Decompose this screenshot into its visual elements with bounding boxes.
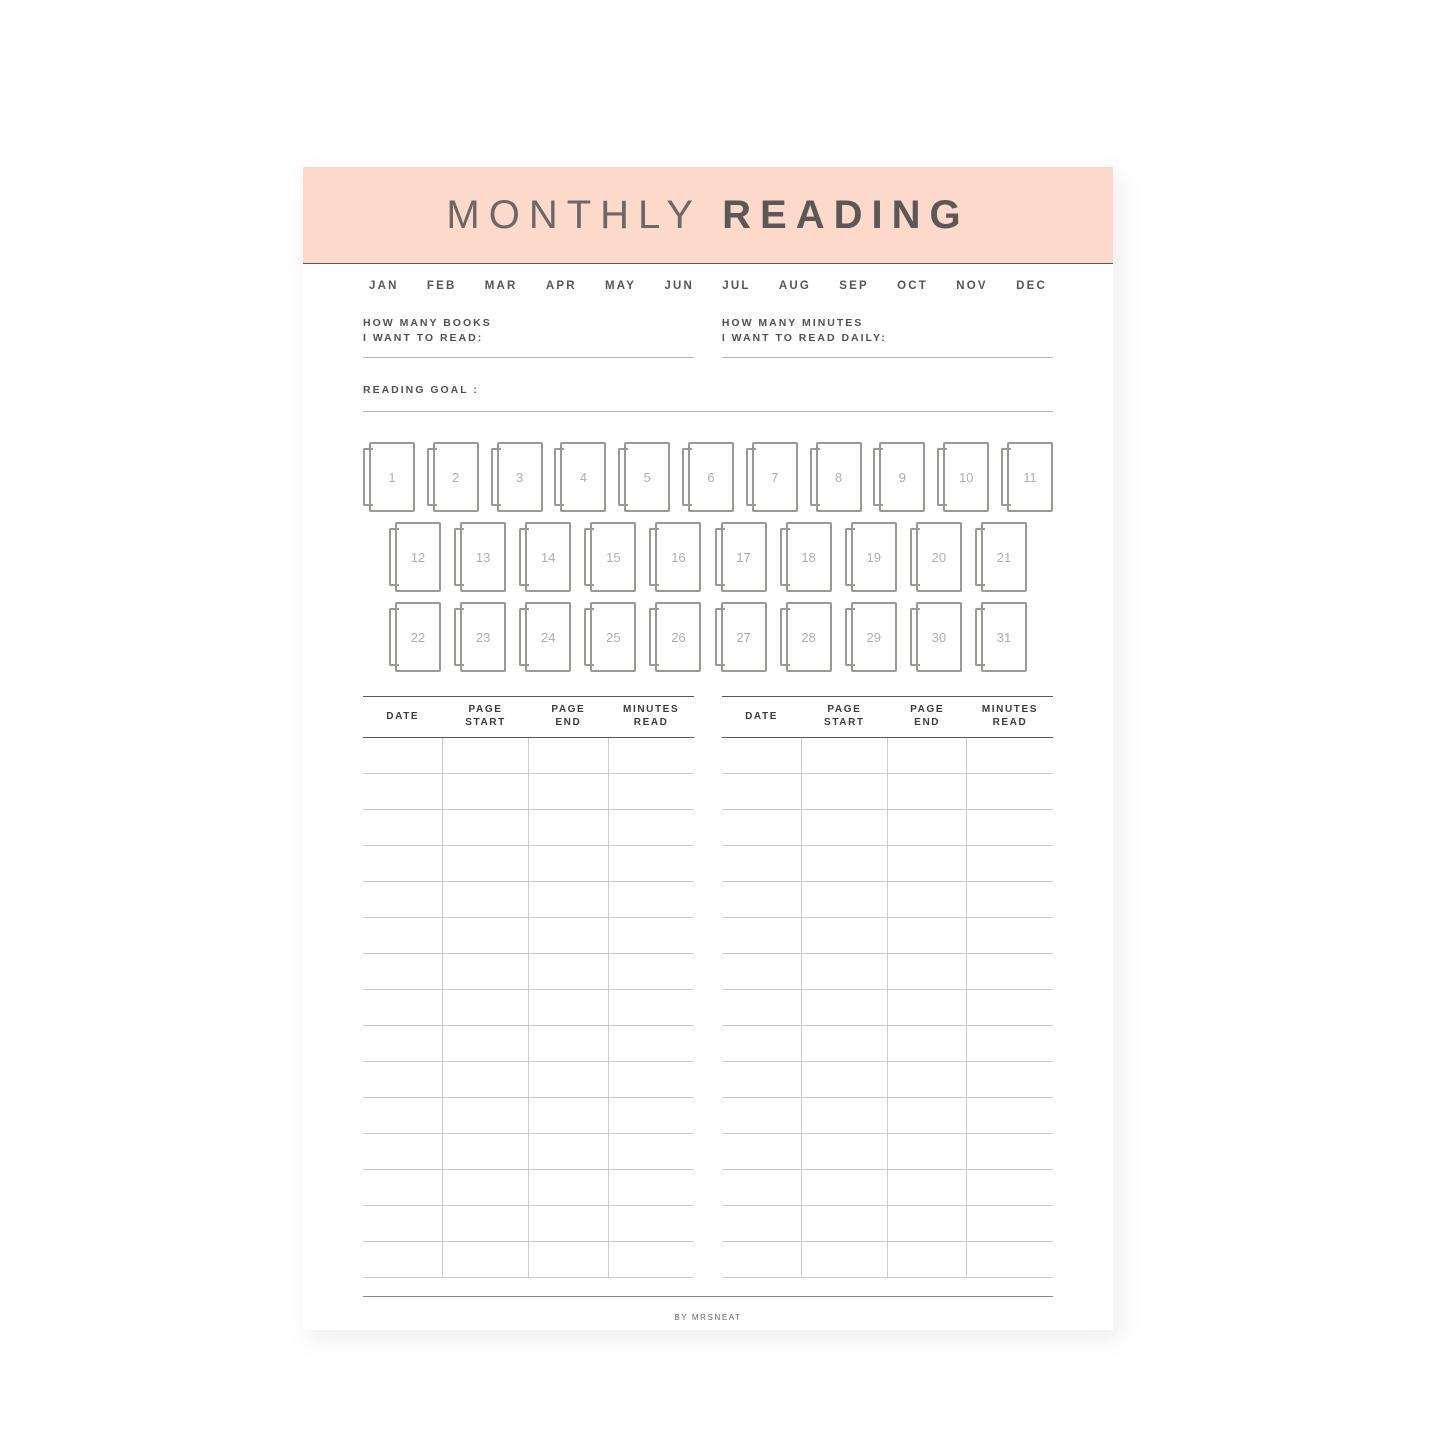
log-cell[interactable] [442, 990, 528, 1026]
log-cell[interactable] [887, 882, 966, 918]
book-slot-27[interactable] [715, 602, 767, 672]
book-number: 14 [540, 549, 556, 565]
month-feb[interactable]: FEB [426, 280, 457, 292]
log-cell[interactable] [801, 1242, 887, 1278]
log-cell[interactable] [722, 738, 801, 774]
title-word-reading: READING [722, 192, 970, 237]
table-row [363, 990, 694, 1026]
book-number: 11 [1023, 469, 1037, 485]
log-cell[interactable] [801, 882, 887, 918]
log-cell[interactable] [442, 882, 528, 918]
book-slot-16[interactable] [649, 522, 701, 592]
log-cell[interactable] [722, 1170, 801, 1206]
log-cell[interactable] [608, 1242, 694, 1278]
log-cell[interactable] [442, 1098, 528, 1134]
log-cell[interactable] [529, 1098, 608, 1134]
log-cell[interactable] [442, 738, 528, 774]
book-slot-30[interactable] [910, 602, 962, 672]
table-row [722, 1098, 1053, 1134]
month-oct[interactable]: OCT [897, 280, 928, 292]
table-row [363, 1206, 694, 1242]
book-number: 12 [410, 549, 426, 565]
header-text: PAGE [551, 704, 586, 715]
log-cell[interactable] [967, 918, 1053, 954]
log-cell[interactable] [529, 1242, 608, 1278]
book-number: 24 [540, 629, 556, 645]
log-cell[interactable] [801, 918, 887, 954]
column-header-date [722, 697, 801, 738]
log-cell[interactable] [363, 738, 442, 774]
table-row [722, 990, 1053, 1026]
month-dec[interactable]: DEC [1016, 280, 1047, 292]
book-slot-25[interactable] [584, 602, 636, 672]
table-row [363, 954, 694, 990]
table-row [363, 810, 694, 846]
log-cell[interactable] [887, 1062, 966, 1098]
log-cell[interactable] [442, 810, 528, 846]
table-row [363, 1170, 694, 1206]
log-cell[interactable] [529, 1134, 608, 1170]
books-goal-label [363, 316, 694, 346]
log-cell[interactable] [722, 1026, 801, 1062]
footer [363, 1296, 1053, 1325]
log-cell[interactable] [887, 954, 966, 990]
log-cell[interactable] [442, 1134, 528, 1170]
log-cell[interactable] [442, 1242, 528, 1278]
books-goal-block [363, 316, 694, 358]
book-slot-14[interactable] [519, 522, 571, 592]
log-cell[interactable] [608, 774, 694, 810]
reading-goal-input[interactable] [363, 403, 1053, 412]
table-row [722, 1062, 1053, 1098]
book-number: 30 [931, 629, 947, 645]
log-cell[interactable] [801, 810, 887, 846]
log-cell[interactable] [722, 1206, 801, 1242]
log-cell[interactable] [529, 954, 608, 990]
book-slot-6[interactable] [682, 442, 734, 512]
page-title [446, 193, 969, 238]
log-cell[interactable] [887, 1134, 966, 1170]
month-nov[interactable]: NOV [956, 280, 988, 292]
header-text: DATE [386, 710, 420, 722]
month-may[interactable]: MAY [604, 280, 637, 292]
table-row [722, 846, 1053, 882]
book-slot-23[interactable] [454, 602, 506, 672]
log-cell[interactable] [608, 810, 694, 846]
goal-inputs-row [363, 316, 1053, 358]
column-header-page-start [801, 697, 887, 738]
table-row [363, 1062, 694, 1098]
book-number: 8 [834, 469, 843, 485]
table-row [722, 1242, 1053, 1278]
book-slot-2[interactable] [427, 442, 479, 512]
log-cell[interactable] [608, 1026, 694, 1062]
log-cell[interactable] [608, 846, 694, 882]
column-header-date [363, 697, 442, 738]
log-cell[interactable] [529, 1026, 608, 1062]
header-text: PAGE [910, 704, 945, 715]
header-text: MINUTES [623, 704, 680, 715]
log-cell[interactable] [801, 1098, 887, 1134]
book-number: 22 [410, 629, 426, 645]
log-cell[interactable] [529, 846, 608, 882]
book-slot-24[interactable] [519, 602, 571, 672]
log-cell[interactable] [887, 1026, 966, 1062]
log-cell[interactable] [967, 1062, 1053, 1098]
header-text-2: START [824, 717, 865, 728]
header-text: PAGE [468, 704, 503, 715]
table-row [363, 1098, 694, 1134]
month-sep[interactable]: SEP [839, 280, 869, 292]
minutes-goal-label [722, 316, 1053, 346]
book-number: 17 [736, 549, 751, 565]
table-row [722, 918, 1053, 954]
book-number: 3 [515, 469, 524, 485]
table-row [363, 1026, 694, 1062]
book-number: 28 [801, 629, 816, 645]
book-slot-4[interactable] [554, 442, 606, 512]
header-text-2: READ [992, 717, 1028, 728]
log-cell[interactable] [801, 1170, 887, 1206]
book-number: 15 [606, 549, 621, 565]
month-jan[interactable]: JAN [369, 280, 399, 292]
log-cell[interactable] [442, 846, 528, 882]
month-jul[interactable]: JUL [722, 280, 751, 292]
header-text: DATE [745, 710, 778, 722]
log-cell[interactable] [801, 954, 887, 990]
log-cell[interactable] [722, 1242, 801, 1278]
log-cell[interactable] [967, 1242, 1053, 1278]
table-row [722, 810, 1053, 846]
log-cell[interactable] [442, 918, 528, 954]
book-number: 13 [475, 549, 491, 565]
log-cell[interactable] [608, 990, 694, 1026]
column-header-page-end [529, 697, 608, 738]
book-slot-13[interactable] [454, 522, 506, 592]
table-header-row [722, 697, 1053, 738]
book-number: 31 [996, 629, 1012, 645]
books-goal-input[interactable] [363, 349, 694, 358]
book-number: 19 [866, 549, 881, 565]
header-text-2: READ [633, 717, 669, 728]
table-row [363, 846, 694, 882]
log-cell[interactable] [442, 1170, 528, 1206]
log-cell[interactable] [363, 1206, 442, 1242]
log-cell[interactable] [722, 990, 801, 1026]
log-cell[interactable] [967, 882, 1053, 918]
header-text-2: START [465, 717, 506, 728]
book-slot-7[interactable] [746, 442, 798, 512]
log-cell[interactable] [363, 1026, 442, 1062]
log-cell[interactable] [529, 882, 608, 918]
book-slot-9[interactable] [873, 442, 925, 512]
log-cell[interactable] [608, 1134, 694, 1170]
book-slot-11[interactable] [1001, 442, 1053, 512]
log-cell[interactable] [887, 1098, 966, 1134]
log-cell[interactable] [363, 882, 442, 918]
log-cell[interactable] [801, 1206, 887, 1242]
log-cell[interactable] [529, 918, 608, 954]
table-row [363, 882, 694, 918]
log-cell[interactable] [887, 774, 966, 810]
log-cell[interactable] [722, 1134, 801, 1170]
month-aug[interactable]: AUG [778, 280, 811, 292]
minutes-goal-input[interactable] [722, 349, 1053, 358]
book-slot-10[interactable] [937, 442, 989, 512]
log-cell[interactable] [801, 738, 887, 774]
month-selector [363, 280, 1053, 292]
log-cell[interactable] [887, 1242, 966, 1278]
book-slot-1[interactable] [363, 442, 415, 512]
column-header-page-start [442, 697, 528, 738]
log-cell[interactable] [967, 1206, 1053, 1242]
book-slot-26[interactable] [649, 602, 701, 672]
title-word-monthly: MONTHLY [446, 192, 703, 237]
log-cell[interactable] [363, 1098, 442, 1134]
log-cell[interactable] [967, 990, 1053, 1026]
footer-credit: BY MRSNEAT [674, 1313, 742, 1322]
log-cell[interactable] [722, 918, 801, 954]
table-row [722, 1206, 1053, 1242]
log-cell[interactable] [363, 1062, 442, 1098]
table-row [722, 882, 1053, 918]
book-slot-17[interactable] [715, 522, 767, 592]
book-number: 18 [801, 549, 816, 565]
book-number: 20 [931, 549, 947, 565]
reading-log-left [363, 696, 694, 1278]
log-cell[interactable] [363, 990, 442, 1026]
log-cell[interactable] [967, 774, 1053, 810]
log-cell[interactable] [363, 810, 442, 846]
book-row-2 [363, 522, 1053, 592]
column-header-minutes-read [967, 697, 1053, 738]
printable-sheet [303, 167, 1113, 1330]
log-cell[interactable] [887, 738, 966, 774]
book-number: 16 [671, 549, 686, 565]
table-row [722, 738, 1053, 774]
book-number: 2 [452, 469, 460, 485]
log-cell[interactable] [801, 1062, 887, 1098]
log-cell[interactable] [529, 1170, 608, 1206]
table-row [363, 1242, 694, 1278]
table-row [722, 1170, 1053, 1206]
book-number: 21 [996, 549, 1012, 565]
log-cell[interactable] [608, 1170, 694, 1206]
reading-goal-block [363, 380, 1053, 412]
book-slot-8[interactable] [810, 442, 862, 512]
log-cell[interactable] [722, 810, 801, 846]
books-goal-label-line2: I WANT TO READ: [363, 332, 484, 344]
book-slot-5[interactable] [618, 442, 670, 512]
log-cell[interactable] [967, 1170, 1053, 1206]
log-cell[interactable] [363, 1170, 442, 1206]
header-text-2: END [914, 717, 941, 728]
log-cell[interactable] [887, 990, 966, 1026]
log-cell[interactable] [529, 1206, 608, 1242]
minutes-goal-label-line1: HOW MANY MINUTES [721, 317, 864, 329]
log-cell[interactable] [608, 882, 694, 918]
log-cell[interactable] [722, 846, 801, 882]
column-header-minutes-read [608, 697, 694, 738]
log-cell[interactable] [722, 774, 801, 810]
log-cell[interactable] [801, 1026, 887, 1062]
book-number: 7 [771, 469, 779, 485]
log-cell[interactable] [801, 774, 887, 810]
log-cell[interactable] [608, 918, 694, 954]
minutes-goal-label-line2: I WANT TO READ DAILY: [721, 332, 887, 344]
book-number: 10 [958, 469, 974, 485]
book-slot-15[interactable] [584, 522, 636, 592]
log-cell[interactable] [363, 1134, 442, 1170]
log-cell[interactable] [442, 774, 528, 810]
log-cell[interactable] [887, 1206, 966, 1242]
log-cell[interactable] [608, 954, 694, 990]
reading-log-right [722, 696, 1053, 1278]
book-number: 5 [643, 469, 651, 485]
header-banner [303, 167, 1113, 264]
book-row-1 [363, 442, 1053, 512]
log-cell[interactable] [801, 846, 887, 882]
book-slot-31[interactable] [975, 602, 1027, 672]
table-row [363, 738, 694, 774]
log-cell[interactable] [967, 846, 1053, 882]
log-cell[interactable] [363, 918, 442, 954]
log-cell[interactable] [529, 990, 608, 1026]
book-number: 1 [388, 469, 396, 485]
book-number: 27 [736, 629, 751, 645]
book-slot-20[interactable] [910, 522, 962, 592]
log-cell[interactable] [967, 738, 1053, 774]
book-row-3 [363, 602, 1053, 672]
book-number: 6 [707, 469, 715, 485]
log-cell[interactable] [529, 738, 608, 774]
book-slot-18[interactable] [780, 522, 832, 592]
book-number: 26 [671, 629, 686, 645]
book-slot-22[interactable] [389, 602, 441, 672]
book-number: 4 [579, 469, 587, 485]
header-text: MINUTES [981, 704, 1039, 715]
book-slot-29[interactable] [845, 602, 897, 672]
log-cell[interactable] [529, 810, 608, 846]
log-cell[interactable] [967, 954, 1053, 990]
month-apr[interactable]: APR [545, 280, 577, 292]
log-cell[interactable] [967, 1098, 1053, 1134]
log-cell[interactable] [722, 954, 801, 990]
log-cell[interactable] [363, 774, 442, 810]
header-text: PAGE [827, 704, 862, 715]
book-number: 23 [475, 629, 491, 645]
log-cell[interactable] [887, 846, 966, 882]
book-slot-21[interactable] [975, 522, 1027, 592]
log-cell[interactable] [722, 882, 801, 918]
log-cell[interactable] [363, 954, 442, 990]
table-row [722, 1026, 1053, 1062]
log-cell[interactable] [529, 1062, 608, 1098]
table-row [363, 774, 694, 810]
table-row [363, 1134, 694, 1170]
book-slot-19[interactable] [845, 522, 897, 592]
log-cell[interactable] [887, 918, 966, 954]
book-slot-12[interactable] [389, 522, 441, 592]
table-row [722, 774, 1053, 810]
log-cell[interactable] [363, 846, 442, 882]
book-count-tracker [363, 442, 1053, 672]
books-goal-label-line1: HOW MANY BOOKS [363, 317, 492, 329]
log-cell[interactable] [967, 810, 1053, 846]
log-cell[interactable] [442, 1026, 528, 1062]
log-cell[interactable] [967, 1134, 1053, 1170]
reading-log-tables [363, 696, 1053, 1278]
log-cell[interactable] [608, 1062, 694, 1098]
month-mar[interactable]: MAR [484, 280, 518, 292]
table-row [363, 918, 694, 954]
table-row [722, 1134, 1053, 1170]
log-cell[interactable] [608, 738, 694, 774]
header-text-2: END [555, 717, 582, 728]
log-cell[interactable] [887, 1170, 966, 1206]
log-cell[interactable] [801, 1134, 887, 1170]
log-cell[interactable] [363, 1242, 442, 1278]
table-row [722, 954, 1053, 990]
book-number: 9 [898, 469, 906, 485]
log-cell[interactable] [442, 1062, 528, 1098]
book-slot-3[interactable] [491, 442, 543, 512]
log-cell[interactable] [529, 774, 608, 810]
log-cell[interactable] [801, 990, 887, 1026]
reading-goal-label: READING GOAL : [363, 384, 479, 396]
log-cell[interactable] [442, 954, 528, 990]
log-cell[interactable] [608, 1206, 694, 1242]
table-header-row [363, 697, 694, 738]
book-number: 29 [866, 629, 881, 645]
log-cell[interactable] [967, 1026, 1053, 1062]
log-cell[interactable] [442, 1206, 528, 1242]
minutes-goal-block [722, 316, 1053, 358]
log-cell[interactable] [722, 1062, 801, 1098]
column-header-page-end [887, 697, 966, 738]
book-number: 25 [606, 629, 621, 645]
log-cell[interactable] [722, 1098, 801, 1134]
book-slot-28[interactable] [780, 602, 832, 672]
log-cell[interactable] [887, 810, 966, 846]
month-jun[interactable]: JUN [664, 280, 694, 292]
log-cell[interactable] [608, 1098, 694, 1134]
